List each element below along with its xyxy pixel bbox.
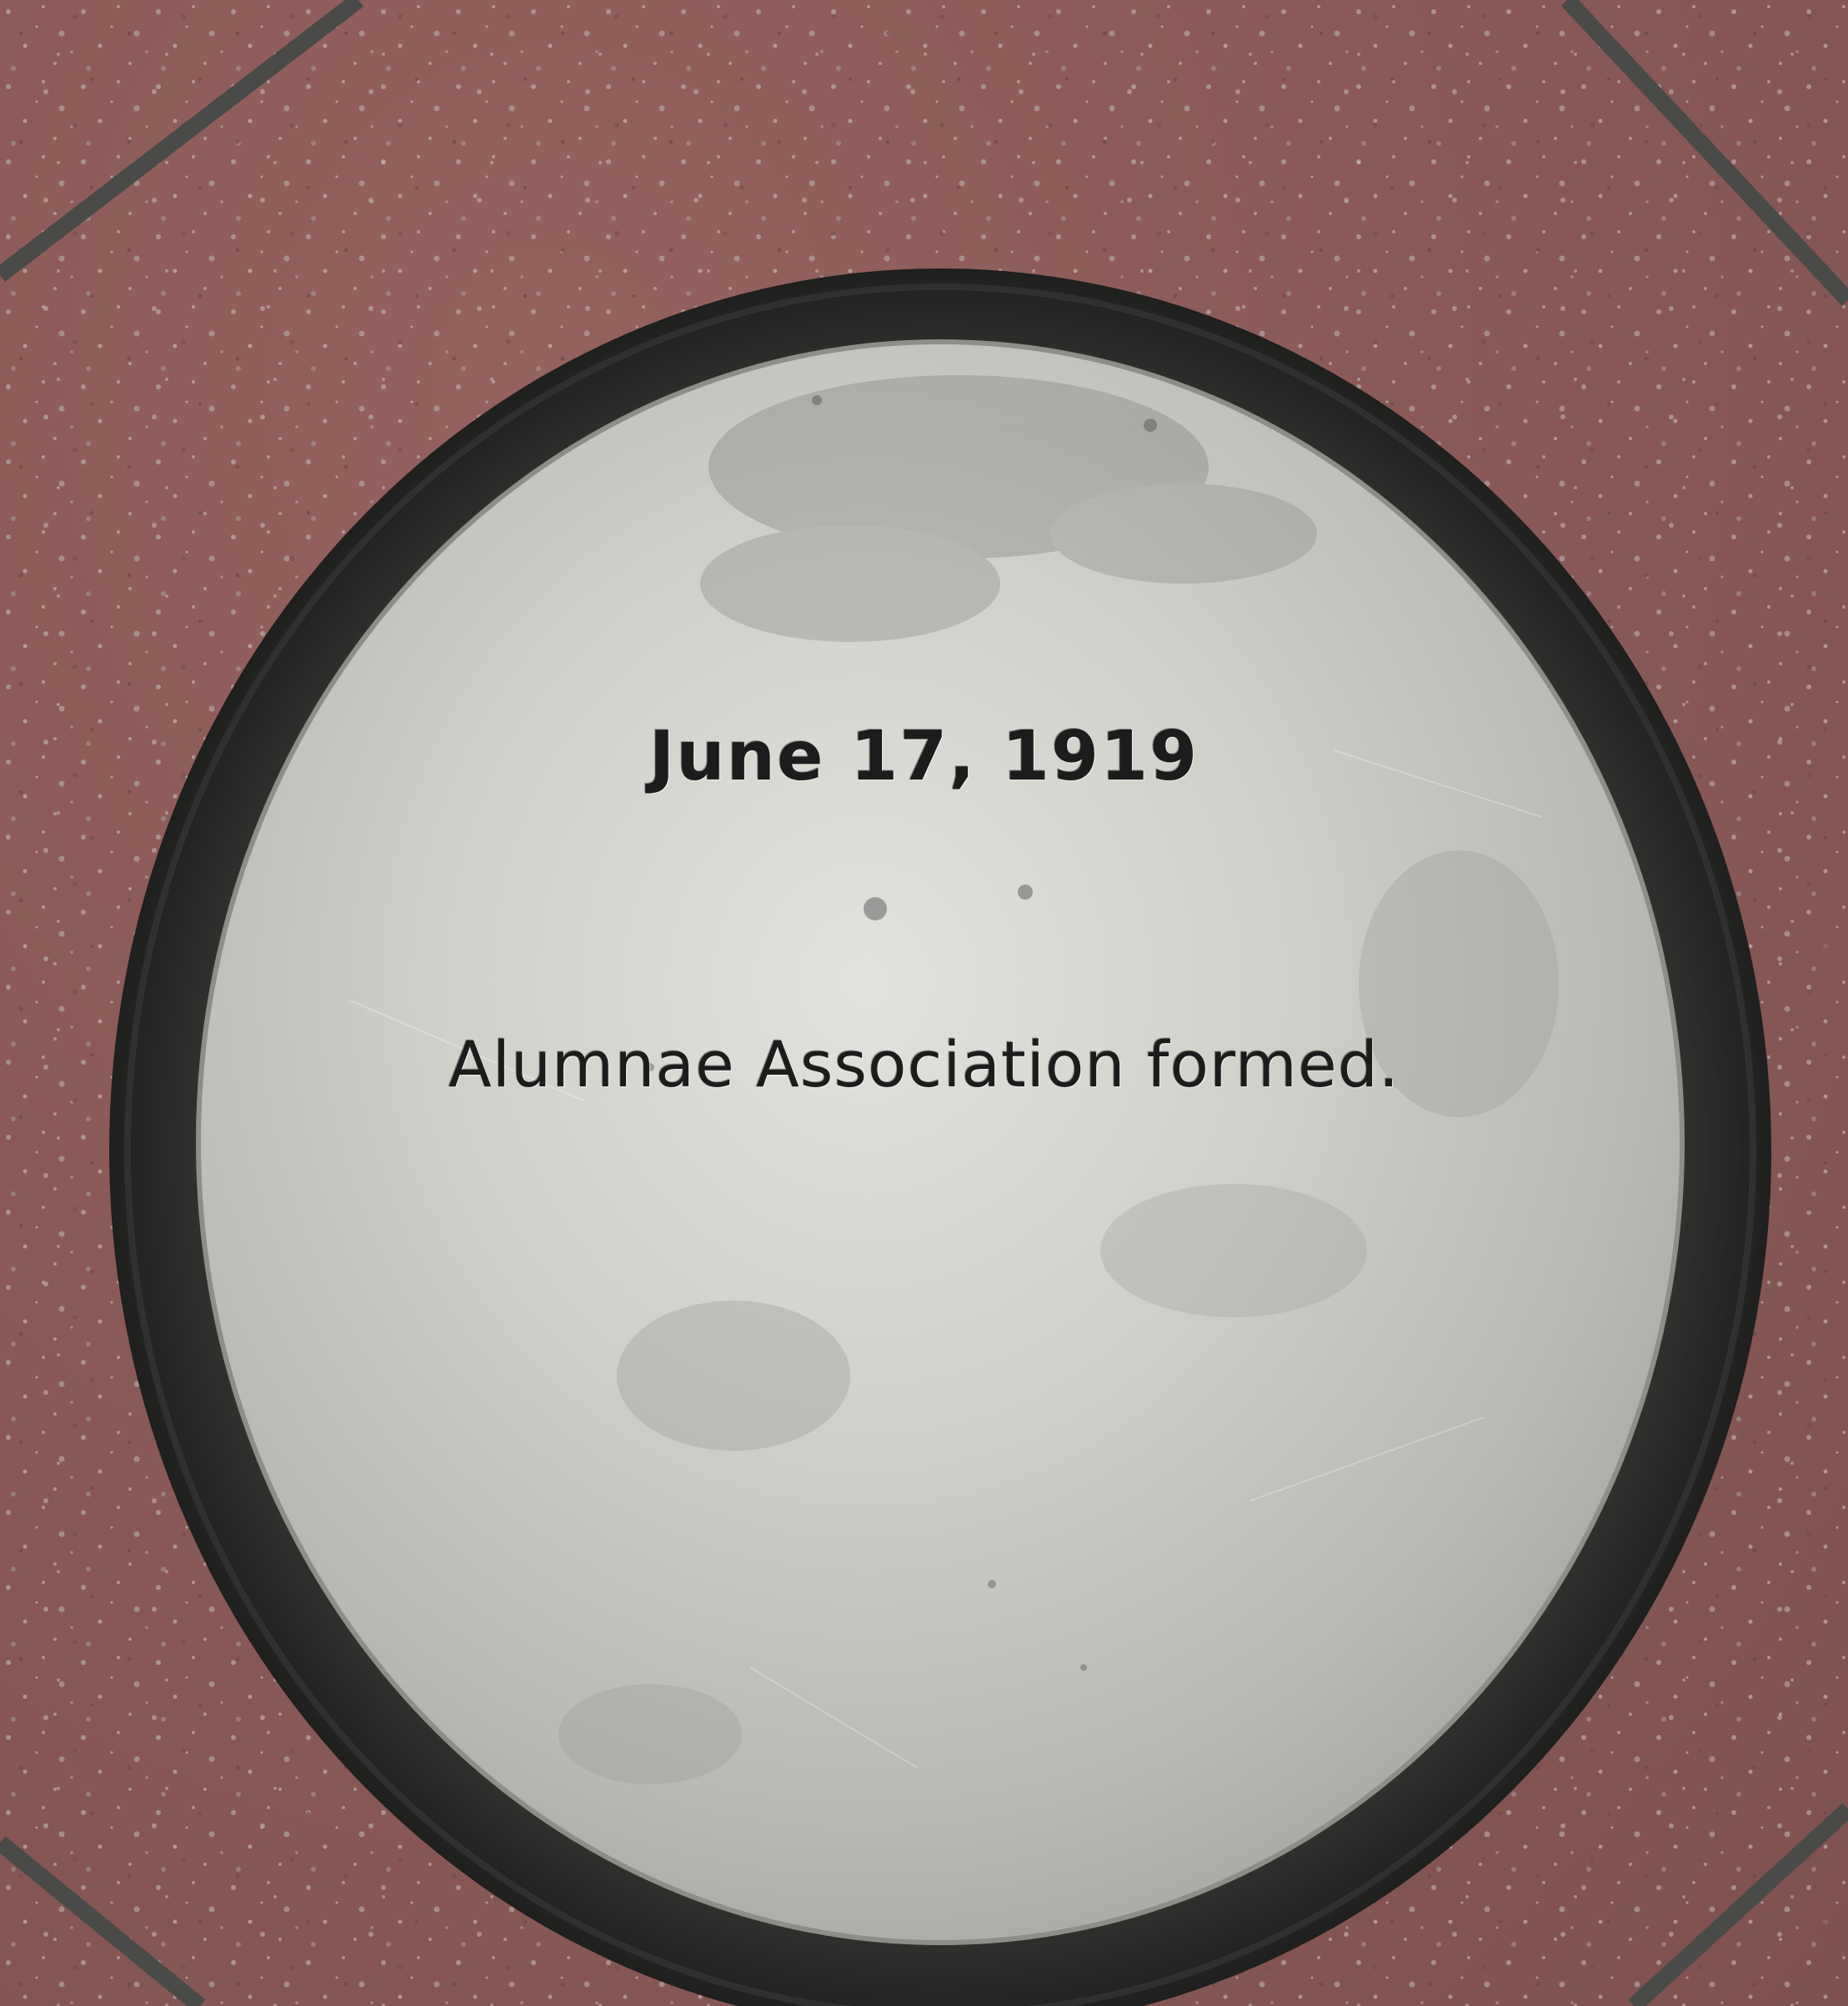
plaque-date: June 17, 1919 bbox=[649, 717, 1199, 796]
plaque-inscription: Alumnae Association formed. bbox=[448, 1027, 1400, 1101]
